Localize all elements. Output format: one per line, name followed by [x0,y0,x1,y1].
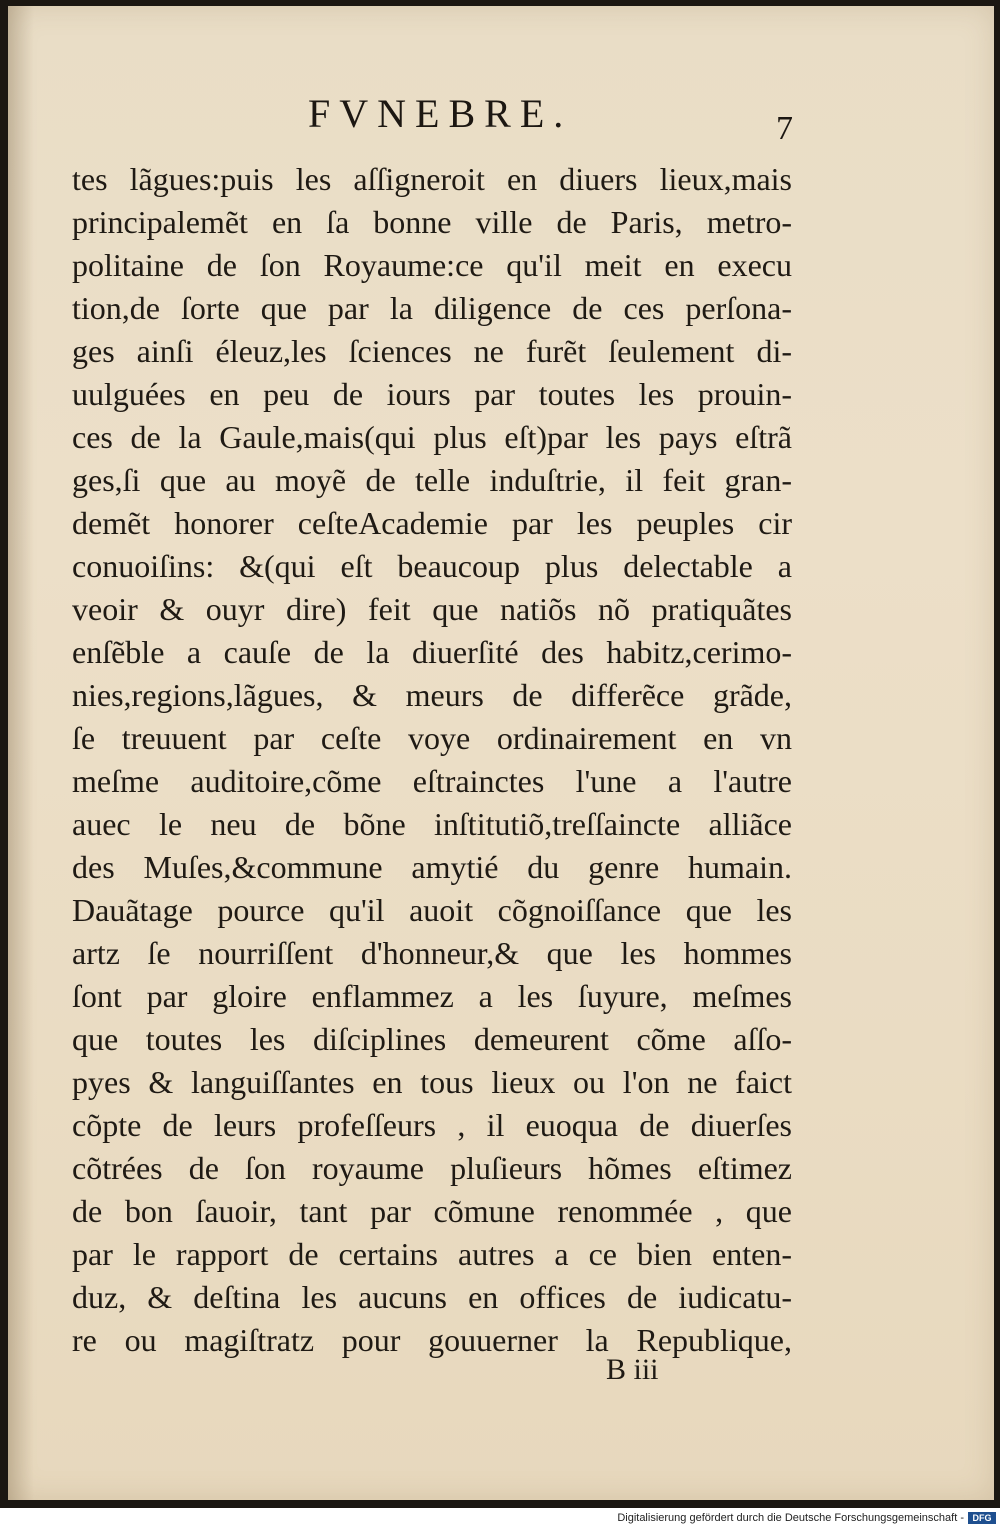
text-line: ges,ſi que au moyẽ de telle induſtrie, il feit gran- [72,462,792,498]
text-line: veoir & ouyr dire) feit que natiõs nõ pratiquãtes [72,591,792,627]
text-line: meſme auditoire,cõme eſtrainctes l'une a l'autre [72,763,792,799]
body-text [72,158,792,1362]
text-line: auec le neu de bõne inſtitutiõ,treſſaincte alliãce [72,806,792,842]
text-line: enſẽble a cauſe de la diuerſité des habitz,cerimo- [72,634,792,670]
text-line: ces de la Gaule,mais(qui plus eſt)par les pays eſtrã [72,419,792,455]
text-line: uulguées en peu de iours par toutes les prouin- [72,376,792,412]
signature-mark: B iii [606,1353,659,1386]
text-line: nies,regions,lãgues, & meurs de differẽce grãde, [72,677,792,713]
text-line: ſont par gloire enflammez a les ſuyure, meſmes [72,978,792,1014]
text-line: par le rapport de certains autres a ce bien enten- [72,1236,792,1272]
text-line: que toutes les diſciplines demeurent cõme aſſo- [72,1021,792,1057]
text-line: duz, & deſtina les aucuns en offices de iudicatu- [72,1279,792,1315]
text-line: des Muſes,&commune amytié du genre humain. [72,849,792,885]
text-line: tion,de ſorte que par la diligence de ces perſona- [72,290,792,326]
dfg-logo-icon: DFG [968,1512,996,1524]
text-line: cõpte de leurs profeſſeurs , il euoqua de diuerſes [72,1107,792,1143]
text-line: ſe treuuent par ceſte voye ordinairement en vn [72,720,792,756]
text-line: re ou magiſtratz pour gouuerner la Republique, [72,1322,792,1358]
text-line: cõtrées de ſon royaume pluſieurs hõmes eſtimez [72,1150,792,1186]
running-title: FVNEBRE. [308,91,573,136]
text-line: de bon ſauoir, tant par cõmune renommée , que [72,1193,792,1229]
text-line: demẽt honorer ceſteAcademie par les peuples cir [72,505,792,541]
text-line: politaine de ſon Royaume:ce qu'il meit en execu [72,247,792,283]
funding-credit: Digitalisierung gefördert durch die Deutsche Forschungsgemeinschaft - [617,1512,964,1524]
text-line: tes lãgues:puis les aſſigneroit en diuers lieux,mais [72,161,792,197]
text-line: pyes & languiſſantes en tous lieux ou l'on ne faict [72,1064,792,1100]
book-page [8,6,994,1500]
page-number: 7 [776,110,793,147]
text-line: principalemẽt en ſa bonne ville de Paris, metro- [72,204,792,240]
text-line: conuoiſins: &(qui eſt beaucoup plus delectable a [72,548,792,584]
text-line: artz ſe nourriſſent d'honneur,& que les hommes [72,935,792,971]
text-line: Dauãtage pource qu'il auoit cõgnoiſſance que les [72,892,792,928]
text-line: ges ainſi éleuz,les ſciences ne furẽt ſeulement di- [72,333,792,369]
